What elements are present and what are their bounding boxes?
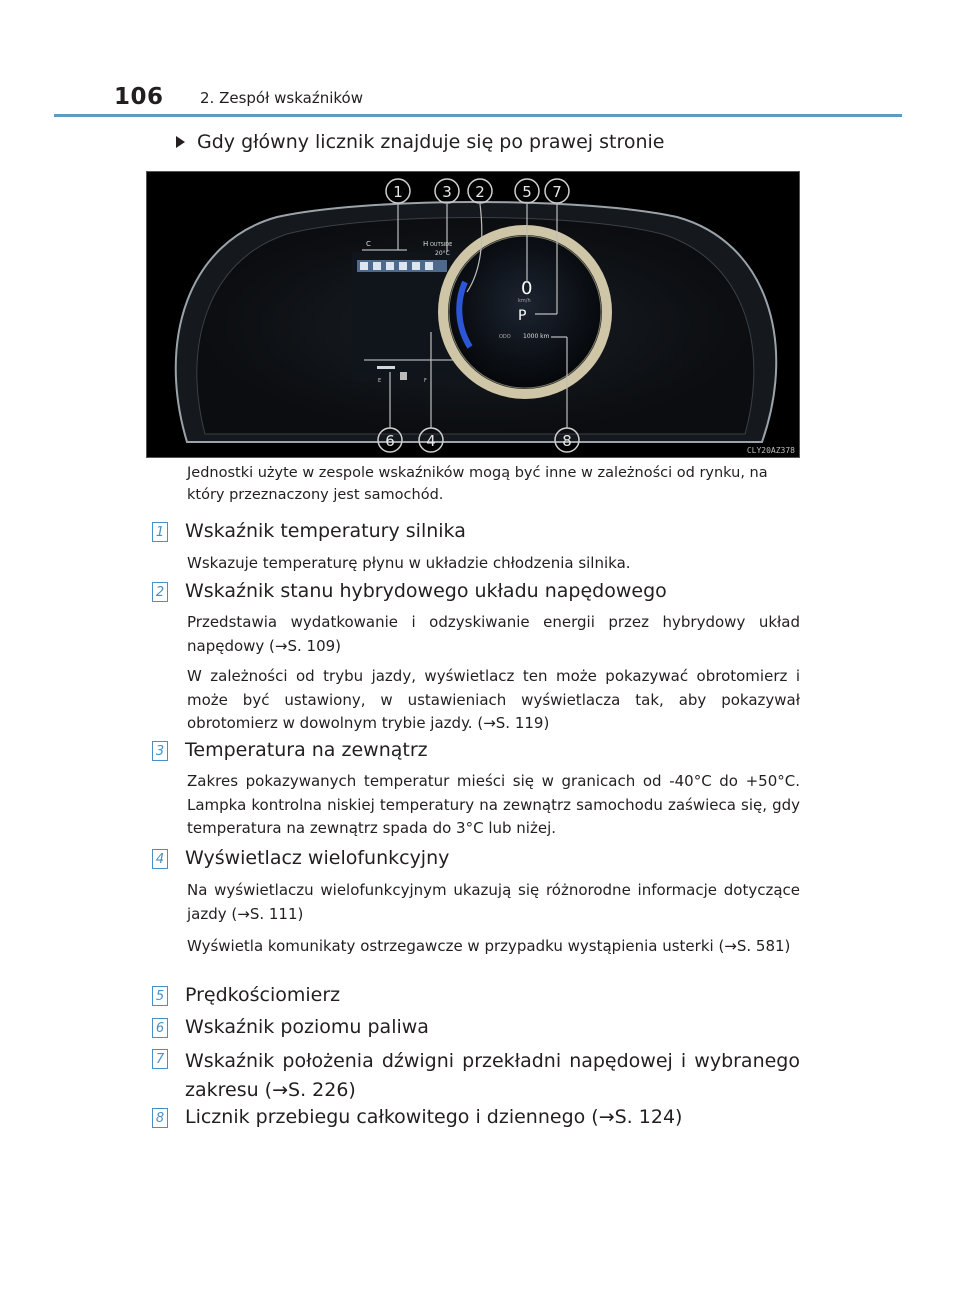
odo-label: ODO bbox=[499, 334, 511, 340]
item-number-badge: 2 bbox=[152, 582, 168, 602]
fuel-f-label: F bbox=[424, 378, 427, 384]
fuel-e-label: E bbox=[378, 378, 382, 384]
subheading bbox=[176, 131, 664, 153]
callout-6: 6 bbox=[385, 432, 395, 450]
item-title: Wyświetlacz wielofunkcyjny bbox=[185, 847, 450, 869]
item-title: Prędkościomierz bbox=[185, 984, 341, 1006]
item-description: Przedstawia wydatkowanie i odzyskiwanie energii przez hybrydowy układ napędowy (→S. 109) bbox=[187, 613, 800, 655]
item-description: Zakres pokazywanych temperatur mieści się w granicach od -40°C do +50°C. Lampka kontrolna niskiej temperatury na zewnątrz samochodu zaświeca się, gdy temperatura na zewnątrz spada do 3°C lub niżej. bbox=[187, 772, 800, 837]
callout-1: 1 bbox=[393, 183, 403, 201]
callout-8: 8 bbox=[562, 432, 572, 450]
item-number-badge: 8 bbox=[152, 1108, 168, 1128]
item-number-badge: 6 bbox=[152, 1018, 168, 1038]
section-title: 2. Zespół wskaźników bbox=[200, 89, 363, 107]
item-number-badge: 3 bbox=[152, 741, 168, 761]
item-number-badge: 5 bbox=[152, 986, 168, 1006]
cluster-illustration bbox=[147, 172, 800, 458]
item-description: W zależności od trybu jazdy, wyświetlacz ten może pokazywać obrotomierz i może być ustawiony, w ustawieniach wyświetlacza tak, aby pokazywał obrotomierz w dowolnym trybie jazdy. (→S. 119) bbox=[187, 667, 800, 732]
header-rule bbox=[54, 114, 902, 117]
item-number-badge: 1 bbox=[152, 522, 168, 542]
triangle-bullet-icon bbox=[176, 136, 185, 148]
item-number-badge: 4 bbox=[152, 849, 168, 869]
outside-label: OUTSIDE bbox=[430, 242, 453, 248]
item-number-badge: 7 bbox=[152, 1049, 168, 1069]
callout-4: 4 bbox=[426, 432, 436, 450]
item-title: Wskaźnik położenia dźwigni przekładni napędowej i wybranego zakresu (→S. 226) bbox=[185, 1050, 800, 1101]
gear-indicator: P bbox=[518, 308, 527, 324]
item-title: Wskaźnik poziomu paliwa bbox=[185, 1016, 429, 1038]
page-header bbox=[114, 84, 904, 114]
page-number: 106 bbox=[114, 84, 164, 110]
item-title: Licznik przebiegu całkowitego i dziennego (→S. 124) bbox=[185, 1106, 683, 1128]
odo-value: 1000 km bbox=[523, 333, 550, 340]
figure-caption: Jednostki użyte w zespole wskaźników mogą być inne w zależności od rynku, na który przeznaczony jest samochód. bbox=[187, 465, 768, 503]
subheading-text: Gdy główny licznik znajduje się po prawej stronie bbox=[197, 131, 665, 153]
outside-temp: 20°C bbox=[435, 250, 450, 257]
temp-c-label: C bbox=[366, 240, 371, 248]
callout-7: 7 bbox=[552, 183, 562, 201]
item-title: Temperatura na zewnątrz bbox=[185, 739, 428, 761]
speed-value: 0 bbox=[521, 278, 533, 299]
callout-3: 3 bbox=[442, 183, 452, 201]
item-description: Na wyświetlaczu wielofunkcyjnym ukazują się różnorodne informacje dotyczące jazdy (→S. 111) bbox=[187, 881, 800, 923]
item-title: Wskaźnik stanu hybrydowego układu napędowego bbox=[185, 580, 667, 602]
item-description: Wskazuje temperaturę płynu w układzie chłodzenia silnika. bbox=[187, 554, 631, 572]
figure-code: CLY20AZ378 bbox=[746, 446, 795, 455]
callout-5: 5 bbox=[522, 183, 532, 201]
item-description: Wyświetla komunikaty ostrzegawcze w przypadku wystąpienia usterki (→S. 581) bbox=[187, 937, 791, 955]
temp-h-label: H bbox=[423, 240, 429, 248]
speed-unit: km/h bbox=[518, 298, 531, 304]
instrument-cluster-figure bbox=[146, 171, 800, 458]
item-title: Wskaźnik temperatury silnika bbox=[185, 520, 466, 542]
callout-2: 2 bbox=[475, 183, 485, 201]
